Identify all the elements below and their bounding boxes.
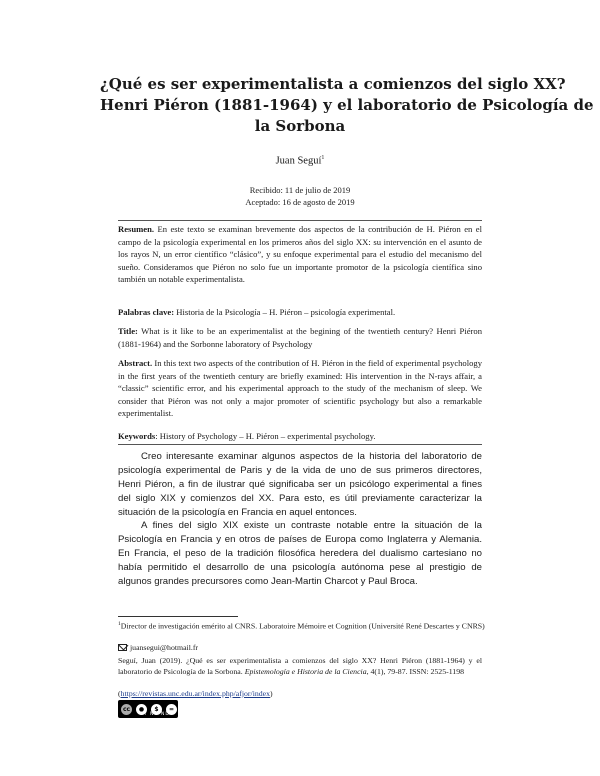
keywords xyxy=(118,430,482,443)
nd-icon: = xyxy=(165,703,178,716)
resumen-label: Resumen. xyxy=(118,224,155,234)
affiliation-text: Director de investigación emérito al CNRS. Laboratoire Mémoire et Cognition (Université René Descartes y CNRS) xyxy=(120,621,485,631)
journal-url-line xyxy=(118,688,488,699)
cc-icon: cc xyxy=(120,703,133,716)
title-line-3: la Sorbona xyxy=(254,117,346,135)
email-text[interactable]: juansegui@hotmail.fr xyxy=(130,643,199,652)
body-p1-text: Creo interesante examinar algunos aspectos de la historia del laboratorio de psicología experimental de Paris y de la vida de uno de sus primeros directores, Henri Piéron, a fin de ilustrar qué significaba ser un psicólogo experimental a fines del siglo XIX y comienzos del XX. Para esto, es útil previamente caracterizar la situación de la psicología en Francia en aquel entonces. xyxy=(118,451,482,518)
keywords-label: Keywords xyxy=(118,431,156,441)
divider-top xyxy=(118,220,482,221)
resumen xyxy=(118,223,482,286)
dates xyxy=(0,184,600,208)
body-paragraph-1 xyxy=(118,450,482,520)
title-line-1: ¿Qué es ser experimentalista a comienzos del siglo XX? xyxy=(100,75,566,93)
citation-plain: Seguí, Juan (2019). ¿Qué es ser experimentalista a comienzos del siglo XX? Henri Piéron (1881-1964) y el laboratorio de Psicología de la Sorbona. xyxy=(118,656,482,676)
journal-url-link[interactable]: https://revistas.unc.edu.ar/index.php/afjor/index xyxy=(120,689,271,698)
abstract-label: Abstract. xyxy=(118,358,153,368)
body-p2-text: A fines del siglo XIX existe un contraste notable entre la situación de la Psicología en Francia y en otros de países de Europa como Inglaterra y Alemania. En Francia, el peso de la tradición filosófica heredera del dualismo cartesiano no había permitido el desarrollo de una psicología autónoma pese al prestigio de algunos grandes precursores como Jean-Martin Charcot y Paul Broca. xyxy=(118,520,482,587)
author-note-mark[interactable]: 1 xyxy=(321,155,325,161)
cc-license-label: BY NC ND xyxy=(140,712,170,717)
body-paragraph-2 xyxy=(118,519,482,589)
citation xyxy=(118,655,482,677)
footnote-affiliation xyxy=(118,619,488,632)
divider-bottom xyxy=(118,444,482,445)
author-name: Juan Seguí xyxy=(275,155,322,167)
keywords-text: : History of Psychology – H. Piéron – experimental psychology. xyxy=(155,431,376,441)
title-en-text: What is it like to be an experimentalist at the begining of the twentieth century? Henri Piéron (1881-1964) and the Sorbonne laboratory of Psychology xyxy=(118,326,482,349)
title-english xyxy=(118,325,482,350)
resumen-text: En este texto se examinan brevemente dos aspectos de la contribución de H. Piéron en el campo de la psicología experimental en los primeros años del siglo XX: su intervención en el asunto de los rayos N, un error científico “clásico”, y su enfoque experimental para el estudio del mecanismo del sueño. Consideramos que Piéron no solo fue un importante promotor de la psicología científica sino también un notable experimentalista. xyxy=(118,224,482,285)
citation-journal: Epistemología e Historia de la Ciencia xyxy=(244,667,367,676)
paper-title xyxy=(100,74,594,137)
cc-license-badge[interactable] xyxy=(118,700,178,718)
title-line-2: Henri Piéron (1881-1964) y el laboratorio de Psicología de xyxy=(100,96,594,114)
abstract xyxy=(118,357,482,420)
author xyxy=(0,155,600,167)
by-icon: ● xyxy=(135,703,148,716)
footnote-email xyxy=(118,642,488,653)
palabras-label: Palabras clave: xyxy=(118,307,175,317)
abstract-text: In this text two aspects of the contribution of H. Piéron in the field of experimental psychology in the first years of the twentieth century are briefly examined: His intervention in the N-rays affair, a “classic” scientific error, and his experimental approach to the study of the mechanism of sleep. We consider that Piéron was not only a major promoter of scientific psychology but also a remarkable experimentalist. xyxy=(118,358,483,419)
received-date: Recibido: 11 de julio de 2019 xyxy=(249,185,351,195)
accepted-date: Aceptado: 16 de agosto de 2019 xyxy=(245,197,355,207)
url-paren-close: ) xyxy=(270,689,273,698)
nc-icon: $ xyxy=(150,703,163,716)
title-en-label: Title: xyxy=(118,326,138,336)
url-paren-open: ( xyxy=(118,689,121,698)
palabras-text: Historia de la Psicología – H. Piéron – psicología experimental. xyxy=(176,307,396,317)
mail-icon xyxy=(118,644,127,651)
footnote-rule xyxy=(118,616,238,617)
footnote-mark: 1 xyxy=(118,621,121,627)
citation-tail: , 4(1), 79-87. ISSN: 2525-1198 xyxy=(366,667,464,676)
palabras-clave xyxy=(118,306,482,319)
